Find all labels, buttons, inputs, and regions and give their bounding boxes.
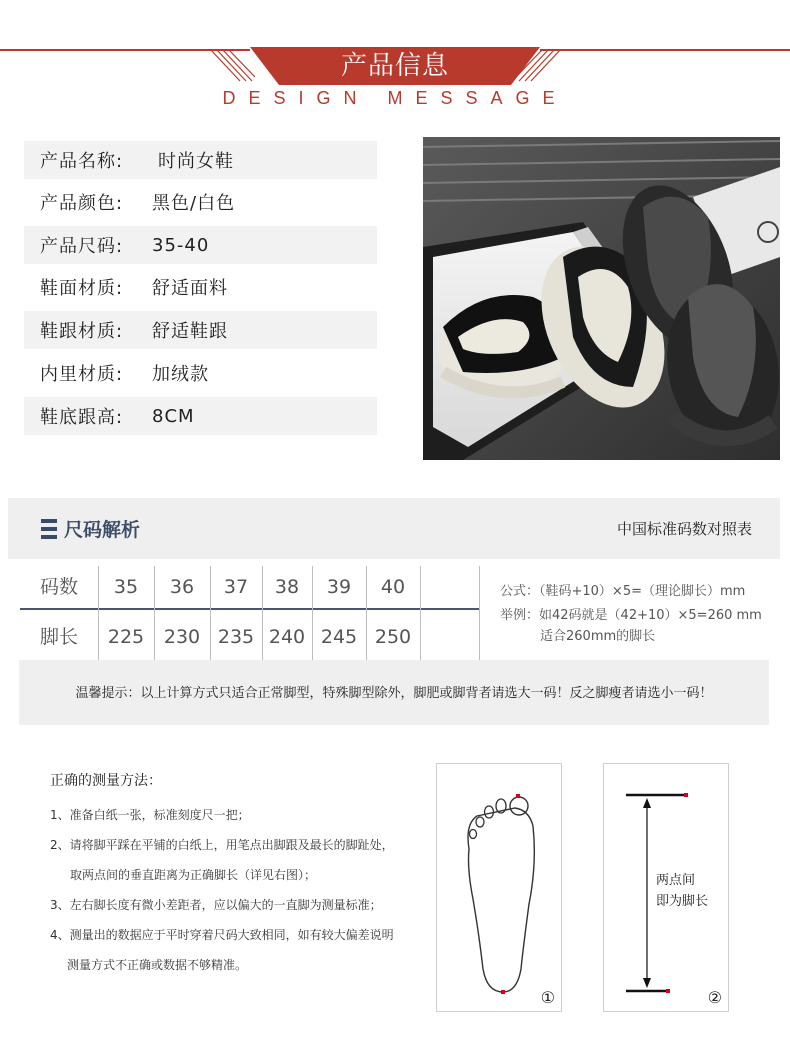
size-cell: 39: [326, 576, 352, 598]
info-row-color: [24, 183, 377, 221]
info-row-sole-height: [24, 397, 377, 435]
product-photo: [423, 137, 780, 460]
formula-example: 举例：如42码就是（42+10）×5=260 mm: [500, 608, 762, 623]
measure-step: 测量方式不正确或数据不够精准。: [67, 958, 248, 972]
measure-step: 3、左右脚长度有微小差距者，应以偏大的一直脚为测量标准；: [50, 898, 382, 912]
info-value: 8CM: [152, 405, 195, 427]
table-column-rule: [479, 566, 480, 660]
page-subtitle: DESIGN MESSAGE: [222, 88, 568, 108]
measure-label: [656, 870, 708, 912]
measure-figure: [603, 763, 729, 1012]
info-value: 舒适鞋跟: [152, 321, 228, 342]
figure-number: ②: [707, 988, 722, 1007]
size-cell: 38: [274, 576, 300, 598]
measure-label-line: 即为脚长: [656, 894, 709, 909]
info-value: 黑色/白色: [152, 193, 236, 214]
size-section-header: [8, 498, 780, 559]
measure-label-line: 两点间: [656, 873, 696, 888]
length-cell: 245: [320, 626, 358, 648]
measure-step: 1、准备白纸一张，标准刻度尺一把；: [50, 808, 250, 822]
size-cell: 37: [223, 576, 249, 598]
page-title: 产品信息: [340, 51, 449, 81]
measure-step: 4、测量出的数据应于平时穿着尺码大致相同，如有较大偏差说明: [50, 928, 394, 942]
info-row-lining: [24, 354, 377, 392]
info-label: 产品颜色:: [40, 193, 124, 214]
table-column-rule: [98, 566, 99, 660]
measure-step: 2、请将脚平踩在平铺的白纸上，用笔点出脚跟及最长的脚趾处，: [50, 838, 394, 852]
measure-step: 取两点间的垂直距离为正确脚长（详见右图）；: [70, 868, 317, 882]
table-divider: [20, 608, 480, 610]
length-cell: 225: [107, 626, 145, 648]
hatch-decoration-left: [210, 49, 255, 83]
size-section-title: 尺码解析: [64, 519, 141, 541]
info-label: 鞋面材质:: [40, 278, 124, 299]
info-value: 时尚女鞋: [158, 151, 234, 172]
info-row-upper: [24, 268, 377, 306]
table-column-rule: [154, 566, 155, 660]
info-row-name: [24, 141, 377, 179]
length-cell: 250: [374, 626, 412, 648]
length-cell: 230: [163, 626, 201, 648]
header-rule-right: [540, 49, 790, 51]
tip-text: 温馨提示：以上计算方式只适合正常脚型，特殊脚型除外，脚肥或脚背者请选大一码！反之脚瘦者请选小一码！: [75, 686, 713, 701]
info-value: 加绒款: [152, 364, 209, 385]
info-label: 鞋底跟高:: [40, 407, 124, 428]
footprint-icon: [437, 764, 563, 1013]
info-label: 内里材质:: [40, 364, 124, 385]
info-row-size: [24, 226, 377, 264]
info-value: 35-40: [152, 234, 210, 256]
table-row-label: 脚长: [39, 626, 78, 648]
info-value: 舒适面料: [152, 278, 228, 299]
size-section-right-title: 中国标准码数对照表: [616, 520, 752, 538]
info-row-heel: [24, 311, 377, 349]
size-cell: 36: [169, 576, 195, 598]
table-column-rule: [210, 566, 211, 660]
size-table: [20, 566, 480, 660]
table-row-label: 码数: [39, 576, 78, 598]
info-label: 产品名称:: [40, 151, 124, 172]
length-cell: 235: [217, 626, 255, 648]
tip-bar: [19, 660, 769, 725]
table-column-rule: [312, 566, 313, 660]
length-cell: 240: [268, 626, 306, 648]
table-column-rule: [366, 566, 367, 660]
table-column-rule: [262, 566, 263, 660]
figure-number: ①: [540, 988, 555, 1007]
measure-title: 正确的测量方法：: [50, 773, 162, 789]
table-column-rule: [420, 566, 421, 660]
formula-note: 适合260mm的脚长: [540, 629, 656, 644]
size-cell: 35: [113, 576, 139, 598]
info-label: 鞋跟材质:: [40, 321, 124, 342]
size-cell: 40: [380, 576, 406, 598]
footprint-figure: [436, 763, 562, 1012]
formula-line: 公式：（鞋码+10）×5=（理论脚长）mm: [500, 584, 746, 599]
info-label: 产品尺码:: [40, 236, 124, 257]
menu-icon: [41, 519, 57, 539]
